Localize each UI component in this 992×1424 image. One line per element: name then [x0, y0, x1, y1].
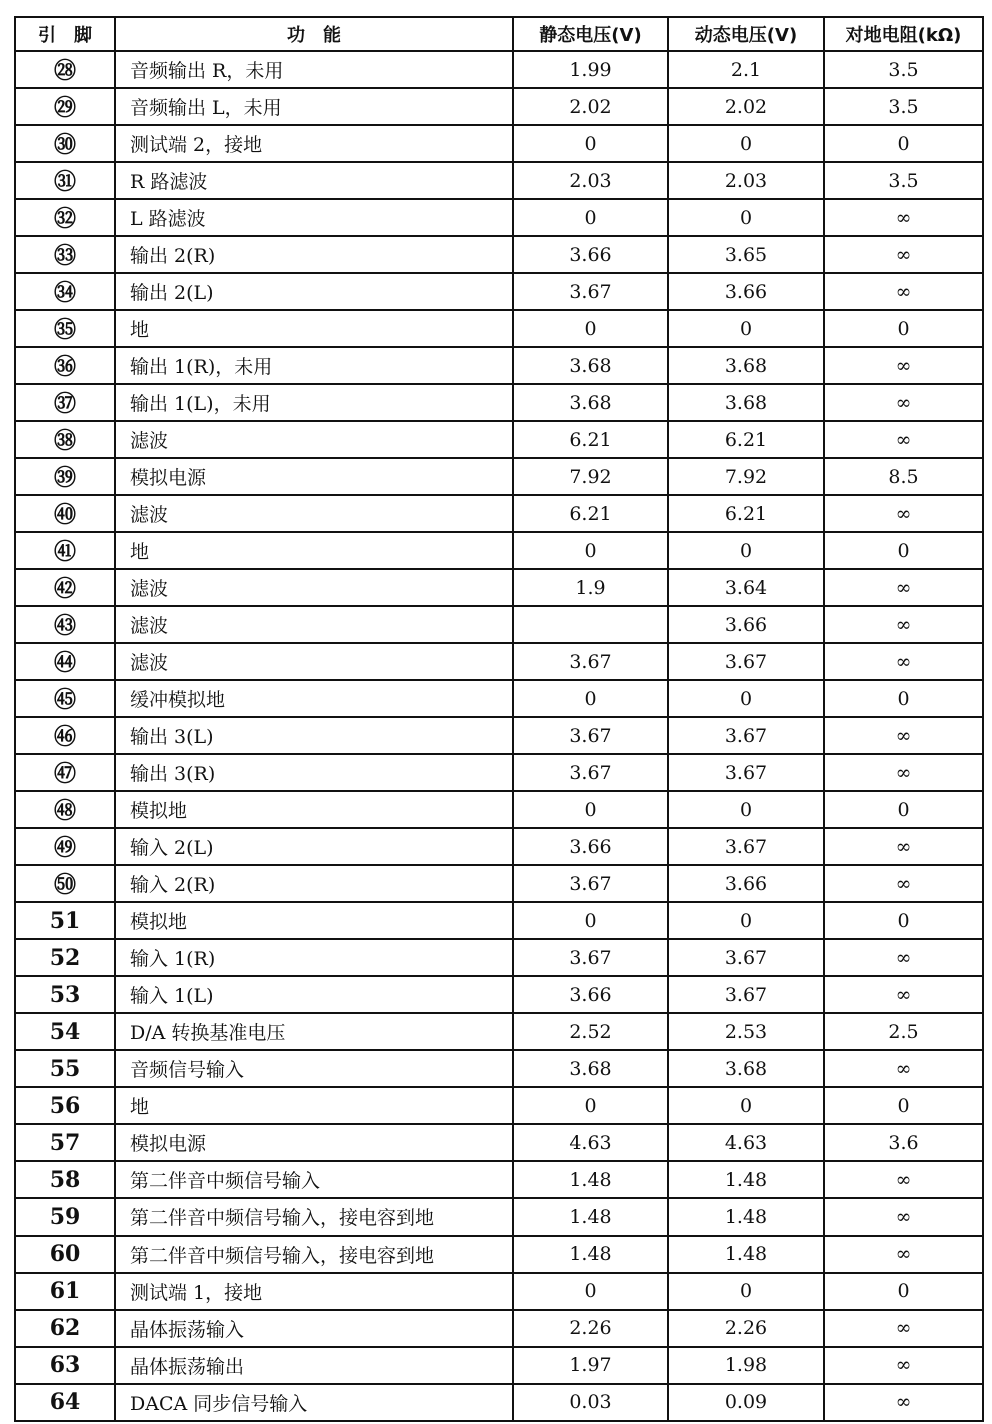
static-voltage-cell: 3.68	[513, 1050, 668, 1087]
static-voltage-cell: 0	[513, 1087, 668, 1124]
table-row	[15, 1347, 983, 1384]
resistance-cell: ∞	[824, 606, 983, 643]
function-cell: 输出 3(R)	[115, 754, 513, 791]
table-row	[15, 1124, 983, 1161]
header-resistance: 对地电阻(kΩ)	[824, 17, 983, 51]
function-cell: 输入 2(R)	[115, 865, 513, 902]
function-cell: 缓冲模拟地	[115, 680, 513, 717]
table-row	[15, 125, 983, 162]
pin-cell: ㊵	[15, 495, 115, 532]
header-function: 功 能	[115, 17, 513, 51]
static-voltage-cell: 6.21	[513, 495, 668, 532]
pin-cell: ㊾	[15, 828, 115, 865]
pin-cell: 55	[15, 1050, 115, 1087]
pin-cell: ㊺	[15, 680, 115, 717]
static-voltage-cell: 2.26	[513, 1310, 668, 1347]
dynamic-voltage-cell: 3.68	[668, 1050, 824, 1087]
pin-cell: 56	[15, 1087, 115, 1124]
pin-cell: ㊻	[15, 717, 115, 754]
static-voltage-cell: 0	[513, 680, 668, 717]
static-voltage-cell: 3.67	[513, 717, 668, 754]
function-cell: 模拟地	[115, 791, 513, 828]
static-voltage-cell: 1.9	[513, 569, 668, 606]
pin-cell: ㊷	[15, 569, 115, 606]
static-voltage-cell: 3.67	[513, 754, 668, 791]
pin-cell: ㊼	[15, 754, 115, 791]
pin-cell: ㊽	[15, 791, 115, 828]
table-row	[15, 236, 983, 273]
function-cell: 输出 1(R)，未用	[115, 347, 513, 384]
static-voltage-cell: 1.48	[513, 1161, 668, 1198]
dynamic-voltage-cell: 0	[668, 310, 824, 347]
pin-cell: ㊲	[15, 384, 115, 421]
dynamic-voltage-cell: 0	[668, 1273, 824, 1310]
table-row	[15, 199, 983, 236]
pin-cell: 64	[15, 1384, 115, 1421]
pin-cell: ㉛	[15, 162, 115, 199]
function-cell: R 路滤波	[115, 162, 513, 199]
static-voltage-cell: 0	[513, 791, 668, 828]
table-row	[15, 606, 983, 643]
pin-cell: 63	[15, 1347, 115, 1384]
static-voltage-cell: 3.67	[513, 865, 668, 902]
function-cell: 音频输出 R，未用	[115, 51, 513, 88]
function-cell: 滤波	[115, 643, 513, 680]
table-row	[15, 717, 983, 754]
pin-cell: ㊳	[15, 421, 115, 458]
static-voltage-cell: 2.52	[513, 1013, 668, 1050]
table-row	[15, 1236, 983, 1273]
table-body	[15, 51, 983, 1421]
function-cell: 滤波	[115, 569, 513, 606]
static-voltage-cell: 3.67	[513, 939, 668, 976]
resistance-cell: 0	[824, 532, 983, 569]
dynamic-voltage-cell: 6.21	[668, 421, 824, 458]
function-cell: 晶体振荡输入	[115, 1310, 513, 1347]
table-row	[15, 754, 983, 791]
function-cell: 输出 1(L)，未用	[115, 384, 513, 421]
dynamic-voltage-cell: 2.02	[668, 88, 824, 125]
header-static-voltage: 静态电压(V)	[513, 17, 668, 51]
function-cell: 第二伴音中频信号输入	[115, 1161, 513, 1198]
pin-cell: ㊶	[15, 532, 115, 569]
table-row	[15, 1087, 983, 1124]
dynamic-voltage-cell: 3.67	[668, 939, 824, 976]
table-row	[15, 273, 983, 310]
header-pin: 引 脚	[15, 17, 115, 51]
dynamic-voltage-cell: 3.68	[668, 347, 824, 384]
table-row	[15, 680, 983, 717]
resistance-cell: ∞	[824, 199, 983, 236]
table-row	[15, 51, 983, 88]
table-row	[15, 1161, 983, 1198]
resistance-cell: ∞	[824, 1310, 983, 1347]
resistance-cell: ∞	[824, 1198, 983, 1235]
resistance-cell: 0	[824, 1273, 983, 1310]
table-row	[15, 569, 983, 606]
table-row	[15, 976, 983, 1013]
function-cell: 输入 1(R)	[115, 939, 513, 976]
resistance-cell: 0	[824, 902, 983, 939]
resistance-cell: 0	[824, 125, 983, 162]
dynamic-voltage-cell: 0	[668, 532, 824, 569]
pin-cell: ㉝	[15, 236, 115, 273]
resistance-cell: ∞	[824, 754, 983, 791]
resistance-cell: ∞	[824, 939, 983, 976]
dynamic-voltage-cell: 3.68	[668, 384, 824, 421]
static-voltage-cell: 3.68	[513, 384, 668, 421]
resistance-cell: ∞	[824, 1347, 983, 1384]
table-row	[15, 162, 983, 199]
resistance-cell: ∞	[824, 1161, 983, 1198]
dynamic-voltage-cell: 3.66	[668, 273, 824, 310]
resistance-cell: 2.5	[824, 1013, 983, 1050]
static-voltage-cell: 0	[513, 532, 668, 569]
resistance-cell: ∞	[824, 569, 983, 606]
table-row	[15, 310, 983, 347]
pin-cell: ㉙	[15, 88, 115, 125]
resistance-cell: ∞	[824, 1384, 983, 1421]
resistance-cell: ∞	[824, 421, 983, 458]
function-cell: 滤波	[115, 495, 513, 532]
function-cell: 模拟电源	[115, 458, 513, 495]
static-voltage-cell: 7.92	[513, 458, 668, 495]
static-voltage-cell: 3.67	[513, 643, 668, 680]
resistance-cell: ∞	[824, 865, 983, 902]
dynamic-voltage-cell: 0	[668, 1087, 824, 1124]
pin-cell: 60	[15, 1236, 115, 1273]
function-cell: 模拟地	[115, 902, 513, 939]
resistance-cell: 0	[824, 680, 983, 717]
dynamic-voltage-cell: 1.48	[668, 1161, 824, 1198]
table-row	[15, 421, 983, 458]
dynamic-voltage-cell: 6.21	[668, 495, 824, 532]
static-voltage-cell: 0	[513, 199, 668, 236]
resistance-cell: ∞	[824, 643, 983, 680]
dynamic-voltage-cell: 1.98	[668, 1347, 824, 1384]
pin-cell: 52	[15, 939, 115, 976]
dynamic-voltage-cell: 3.67	[668, 717, 824, 754]
resistance-cell: ∞	[824, 495, 983, 532]
table-row	[15, 1198, 983, 1235]
pin-cell: ㊴	[15, 458, 115, 495]
pin-cell: 57	[15, 1124, 115, 1161]
function-cell: 第二伴音中频信号输入，接电容到地	[115, 1198, 513, 1235]
table-row	[15, 1050, 983, 1087]
static-voltage-cell	[513, 606, 668, 643]
table-row	[15, 88, 983, 125]
dynamic-voltage-cell: 7.92	[668, 458, 824, 495]
function-cell: 地	[115, 310, 513, 347]
pin-cell: 62	[15, 1310, 115, 1347]
function-cell: 输出 2(L)	[115, 273, 513, 310]
table-row	[15, 643, 983, 680]
pin-cell: 59	[15, 1198, 115, 1235]
table-header-row	[15, 17, 983, 51]
function-cell: 测试端 1，接地	[115, 1273, 513, 1310]
resistance-cell: ∞	[824, 273, 983, 310]
pin-cell: ㉚	[15, 125, 115, 162]
resistance-cell: 3.6	[824, 1124, 983, 1161]
function-cell: 输出 3(L)	[115, 717, 513, 754]
static-voltage-cell: 4.63	[513, 1124, 668, 1161]
pin-cell: ㊿	[15, 865, 115, 902]
dynamic-voltage-cell: 3.67	[668, 754, 824, 791]
resistance-cell: 0	[824, 310, 983, 347]
function-cell: DACA 同步信号输入	[115, 1384, 513, 1421]
static-voltage-cell: 0	[513, 310, 668, 347]
resistance-cell: ∞	[824, 347, 983, 384]
function-cell: D/A 转换基准电压	[115, 1013, 513, 1050]
resistance-cell: ∞	[824, 976, 983, 1013]
static-voltage-cell: 3.67	[513, 273, 668, 310]
table-row	[15, 384, 983, 421]
static-voltage-cell: 3.68	[513, 347, 668, 384]
static-voltage-cell: 3.66	[513, 976, 668, 1013]
table-row	[15, 1273, 983, 1310]
dynamic-voltage-cell: 2.53	[668, 1013, 824, 1050]
resistance-cell: ∞	[824, 384, 983, 421]
table-row	[15, 1310, 983, 1347]
pin-cell: ㉘	[15, 51, 115, 88]
function-cell: 测试端 2，接地	[115, 125, 513, 162]
dynamic-voltage-cell: 0	[668, 902, 824, 939]
resistance-cell: ∞	[824, 828, 983, 865]
function-cell: 地	[115, 532, 513, 569]
function-cell: 输入 1(L)	[115, 976, 513, 1013]
static-voltage-cell: 1.97	[513, 1347, 668, 1384]
function-cell: 音频信号输入	[115, 1050, 513, 1087]
dynamic-voltage-cell: 3.64	[668, 569, 824, 606]
pin-function-table	[14, 16, 984, 1422]
resistance-cell: 0	[824, 791, 983, 828]
table-row	[15, 902, 983, 939]
resistance-cell: ∞	[824, 1236, 983, 1273]
table-row	[15, 939, 983, 976]
static-voltage-cell: 3.66	[513, 828, 668, 865]
resistance-cell: 0	[824, 1087, 983, 1124]
resistance-cell: 8.5	[824, 458, 983, 495]
table-row	[15, 532, 983, 569]
static-voltage-cell: 0	[513, 125, 668, 162]
static-voltage-cell: 0.03	[513, 1384, 668, 1421]
header-dynamic-voltage: 动态电压(V)	[668, 17, 824, 51]
pin-cell: 51	[15, 902, 115, 939]
pin-cell: 54	[15, 1013, 115, 1050]
dynamic-voltage-cell: 0	[668, 791, 824, 828]
resistance-cell: ∞	[824, 717, 983, 754]
static-voltage-cell: 0	[513, 902, 668, 939]
table-row	[15, 495, 983, 532]
dynamic-voltage-cell: 0	[668, 680, 824, 717]
pin-cell: ㊱	[15, 347, 115, 384]
resistance-cell: 3.5	[824, 51, 983, 88]
dynamic-voltage-cell: 0	[668, 199, 824, 236]
dynamic-voltage-cell: 1.48	[668, 1198, 824, 1235]
function-cell: 输入 2(L)	[115, 828, 513, 865]
pin-cell: 61	[15, 1273, 115, 1310]
function-cell: 晶体振荡输出	[115, 1347, 513, 1384]
resistance-cell: 3.5	[824, 88, 983, 125]
static-voltage-cell: 2.03	[513, 162, 668, 199]
table-row	[15, 791, 983, 828]
function-cell: 滤波	[115, 606, 513, 643]
pin-cell: 53	[15, 976, 115, 1013]
dynamic-voltage-cell: 2.1	[668, 51, 824, 88]
dynamic-voltage-cell: 3.66	[668, 606, 824, 643]
dynamic-voltage-cell: 3.67	[668, 976, 824, 1013]
resistance-cell: 3.5	[824, 162, 983, 199]
function-cell: 第二伴音中频信号输入，接电容到地	[115, 1236, 513, 1273]
function-cell: 音频输出 L，未用	[115, 88, 513, 125]
static-voltage-cell: 3.66	[513, 236, 668, 273]
pin-cell: ㉜	[15, 199, 115, 236]
dynamic-voltage-cell: 4.63	[668, 1124, 824, 1161]
function-cell: 输出 2(R)	[115, 236, 513, 273]
static-voltage-cell: 0	[513, 1273, 668, 1310]
static-voltage-cell: 1.99	[513, 51, 668, 88]
table-row	[15, 1384, 983, 1421]
static-voltage-cell: 1.48	[513, 1236, 668, 1273]
resistance-cell: ∞	[824, 1050, 983, 1087]
table-row	[15, 865, 983, 902]
pin-cell: 58	[15, 1161, 115, 1198]
dynamic-voltage-cell: 2.26	[668, 1310, 824, 1347]
resistance-cell: ∞	[824, 236, 983, 273]
static-voltage-cell: 1.48	[513, 1198, 668, 1235]
function-cell: 地	[115, 1087, 513, 1124]
table-row	[15, 828, 983, 865]
dynamic-voltage-cell: 3.67	[668, 643, 824, 680]
static-voltage-cell: 2.02	[513, 88, 668, 125]
pin-cell: ㉟	[15, 310, 115, 347]
dynamic-voltage-cell: 3.66	[668, 865, 824, 902]
table-row	[15, 458, 983, 495]
dynamic-voltage-cell: 1.48	[668, 1236, 824, 1273]
function-cell: 模拟电源	[115, 1124, 513, 1161]
pin-cell: ㊸	[15, 606, 115, 643]
table-row	[15, 1013, 983, 1050]
dynamic-voltage-cell: 3.65	[668, 236, 824, 273]
function-cell: L 路滤波	[115, 199, 513, 236]
dynamic-voltage-cell: 3.67	[668, 828, 824, 865]
pin-cell: ㊹	[15, 643, 115, 680]
pin-cell: ㉞	[15, 273, 115, 310]
dynamic-voltage-cell: 2.03	[668, 162, 824, 199]
table-row	[15, 347, 983, 384]
dynamic-voltage-cell: 0.09	[668, 1384, 824, 1421]
function-cell: 滤波	[115, 421, 513, 458]
dynamic-voltage-cell: 0	[668, 125, 824, 162]
static-voltage-cell: 6.21	[513, 421, 668, 458]
